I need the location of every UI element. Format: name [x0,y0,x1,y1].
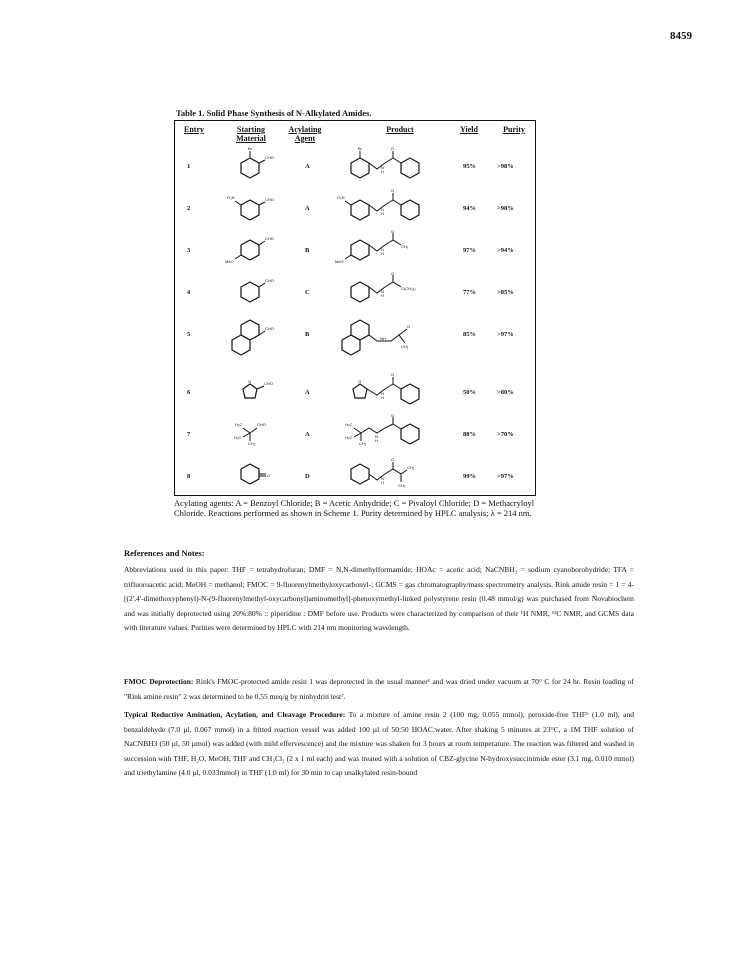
purity-value: >98% [497,205,514,212]
pr-label: H₃C [345,422,353,427]
sm-label: CHO [257,422,266,427]
pr-label: CH₃ [398,483,406,488]
yield-value: 88% [463,431,476,438]
pr-label: O₂N [337,195,345,200]
references-heading: References and Notes: [124,548,205,558]
pr-label: N [381,289,384,294]
pr-label: H [381,211,384,216]
fmoc-text: Rink's FMOC-protected amide resin 1 was deprotected in the usual manner¹ and was dried under vacuum at 70° C for 24 hr. Resin loading of "Rink amine resin" 2 was determined to be 0.55 meq/g by ninhydrin test⁷. [124,677,635,701]
pr-label: CH₃ [401,244,409,249]
purity-value: >80% [497,389,514,396]
sm-label: O₂N [227,195,235,200]
entry-number: 5 [187,331,191,338]
acylating-agent: A [305,163,310,170]
pr-label: O [391,413,395,418]
header-product: Product [386,125,414,134]
product-structure [335,187,447,227]
table-row [175,145,535,185]
purity-value: >70% [497,431,514,438]
pr-label: O [391,188,395,193]
table-row [175,313,535,367]
pr-label: N [381,165,384,170]
pr-label: N [381,391,384,396]
starting-material-structure [219,187,289,227]
starting-material-structure [219,413,289,453]
pr-label: H [381,480,384,485]
yield-value: 94% [463,205,476,212]
pr-label: N [381,207,384,212]
header-acylating-agent: Acylating Agent [288,125,322,143]
sm-label: CHO [264,381,273,386]
header-entry: Entry [184,125,204,134]
purity-value: >97% [497,473,514,480]
table-row [175,455,535,495]
acylating-agent: D [305,473,310,480]
product-structure [335,271,447,311]
entry-number: 8 [187,473,191,480]
starting-material-structure [219,371,289,411]
pr-label: O [391,229,395,234]
yield-value: 95% [463,163,476,170]
pr-label: H [375,438,378,443]
yield-value: 85% [463,331,476,338]
table-row [175,271,535,311]
table-row [175,413,535,453]
product-structure [335,455,447,495]
sm-label: O [267,473,271,478]
pr-label: O [391,271,395,276]
table-caption: Table 1. Solid Phase Synthesis of N-Alkylated Amides. [176,108,372,118]
acylating-agent: A [305,431,310,438]
entry-number: 4 [187,289,191,296]
pr-label: H₃C [345,435,353,440]
sm-label: CHO [265,278,274,283]
product-structure [335,145,447,185]
pr-label: CH₃ [401,344,409,349]
entry-number: 3 [187,247,191,254]
product-structure [335,313,447,367]
purity-value: >85% [497,289,514,296]
results-table [174,120,536,496]
sm-label: CHO [265,236,274,241]
yield-value: 77% [463,289,476,296]
abbreviations-paragraph: Abbreviations used in this paper: THF = tetrahydrofuran; DMF = N,N-dimethylformamide; HOAc = acetic acid; NaCNBH₃ = sodium cyanoborohydride; TFA = trifluoroacetic acid; MeOH = methanol; FMOC = 9-fluorenylmethyloxycarbonyl-; GCMS = gas chromatography/mass spectrometry analysis. Rink amide resin = 1 = 4-[(2',4'-dimethoxyphenyl)-N-(9-fluorenylmethyl-oxycarbonyl)aminomethyl]-phenoxymethyl-linked polystyrene resin (0.48 mmol/g) was purchased from Novabiochem and was initially deprotected using 20%:80% :: piperidine : DMF before use. Products were characterized by comparison of their ¹H NMR, ¹³C NMR, and GCMS data with literature values. Purities were determined by HPLC with 214 nm monitoring wavelength. [124,565,634,632]
acylating-agent: B [305,331,310,338]
pr-label: H [381,293,384,298]
table-row [175,187,535,227]
pr-label: NH [380,336,386,341]
acylating-agent: A [305,205,310,212]
sm-label: CH₃ [248,441,256,446]
pr-label: O [391,372,395,377]
starting-material-structure [219,229,289,269]
sm-label: CHO [265,326,274,331]
pr-label: H [381,169,384,174]
product-structure [335,413,447,453]
yield-value: 97% [463,247,476,254]
pr-label: CH₃ [359,441,367,446]
header-yield: Yield [460,125,478,134]
entry-number: 7 [187,431,191,438]
pr-label: Br [358,146,362,151]
table-row [175,229,535,269]
product-structure [335,229,447,269]
sm-label: Br [248,146,252,151]
page-number: 8459 [670,30,692,42]
sm-label: CHO [265,155,274,160]
header-starting-material: Starting Material [236,125,266,143]
table-footnote: Acylating agents: A = Benzoyl Chloride; B = Acetic Anhydride; C = Pivaloyl Chloride; D = Methacryloyl Chloride. Reactions performed as shown in Scheme 1. Purity determined by HPLC analysis; λ = 214 nm. [174,498,535,518]
sm-label: CHO [265,197,274,202]
pr-label: CH₂ [407,465,415,470]
pr-label: O [391,457,395,462]
purity-value: >94% [497,247,514,254]
starting-material-structure [219,271,289,311]
sm-label: MeO [225,259,234,264]
pr-label: N [381,247,384,252]
fmoc-paragraph [124,675,634,704]
pr-label: N [381,476,384,481]
pr-label: O [407,324,411,329]
entry-number: 1 [187,163,191,170]
pr-label: O [358,379,362,384]
procedure-paragraph [124,708,634,781]
acylating-agent: C [305,289,310,296]
pr-label: H [381,251,384,256]
table-row [175,371,535,411]
sm-label: H₃C [234,435,242,440]
header-purity: Purity [503,125,525,134]
acylating-agent: A [305,389,310,396]
pr-label: MeO [335,259,344,264]
starting-material-structure [219,455,289,495]
purity-value: >97% [497,331,514,338]
product-structure [335,371,447,411]
procedure-heading: Typical Reductive Amination, Acylation, and Cleavage Procedure: [124,710,346,719]
sm-label: H₃C [235,422,243,427]
starting-material-structure [219,145,289,185]
yield-value: 50% [463,389,476,396]
pr-label: H [381,395,384,400]
purity-value: >98% [497,163,514,170]
procedure-text: To a mixture of amine resin 2 (100 mg, 0.055 mmol), peroxide-free THF⁶ (1.0 ml), and benzaldehyde (7.0 µl, 0.067 mmol) in a fritted reaction vessel was added 100 µl of 50:50 HOAC:water. After shaking 5 minutes at 23°C, a 1M THF solution of NaCNBH3 (50 µl, 50 µmol) was added (with mild effervescence) and the mixture was shaken for 3 hours at room temperature. The reaction was filtered and washed in succession with THF, H₂O, MeOH, THF and CH₂Cl₂ (2 x 1 ml each) and was treated with a solution of CBZ-glycine N-hydroxysuccinimide ester (3.1 mg, 0.010 mmol) and triethylamine (4.0 µl, 0.033mmol) in THF (1.0 ml) for 30 min to cap unalkylated resin-bound [124,710,634,777]
pr-label: N [375,434,378,439]
entry-number: 2 [187,205,191,212]
fmoc-heading: FMOC Deprotection: [124,677,194,686]
entry-number: 6 [187,389,191,396]
acylating-agent: B [305,247,310,254]
starting-material-structure [219,313,289,367]
yield-value: 99% [463,473,476,480]
pr-label: O [391,146,395,151]
sm-label: O [248,379,252,384]
pr-label: C(CH₃)₃ [401,286,416,291]
